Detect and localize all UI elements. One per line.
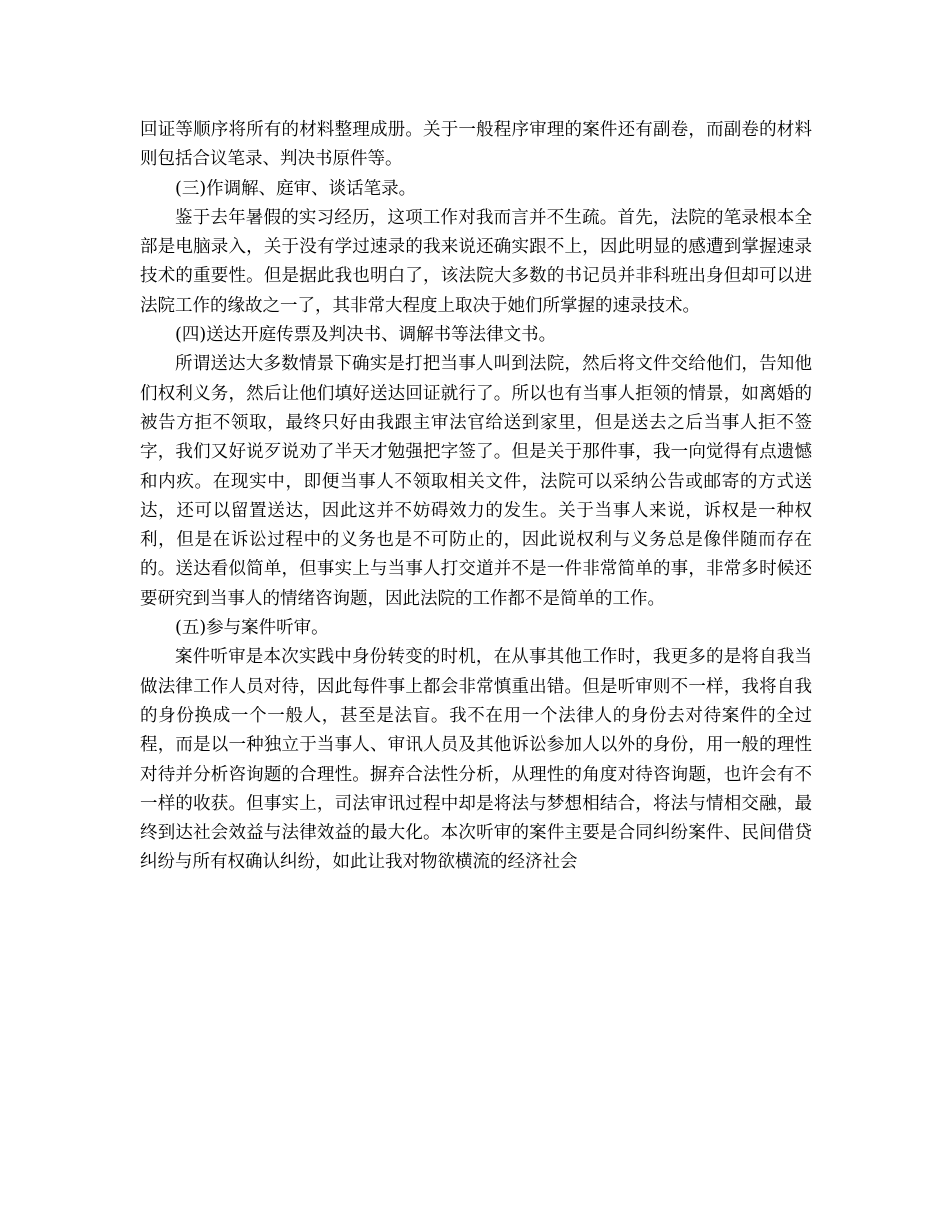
paragraph: 鉴于去年暑假的实习经历，这项工作对我而言并不生疏。首先，法院的笔录根本全部是电脑录入，关于没有学过速录的我来说还确实跟不上，因此明显的感遭到掌握速录技术的重要性。但是据此我也明白了，该法院大多数的书记员并非科班出身但却可以进法院工作的缘故之一了，其非常大程度上取决于她们所掌握的速录技术。 [140, 207, 812, 316]
section-heading: (三)作调解、庭审、谈话笔录。 [175, 178, 417, 199]
document-body [140, 116, 812, 878]
section-heading: (五)参与案件听审。 [175, 618, 329, 639]
paragraph: 回证等顺序将所有的材料整理成册。关于一般程序审理的案件还有副卷，而副卷的材料则包括合议笔录、判决书原件等。 [140, 120, 812, 170]
section-heading: (四)送达开庭传票及判决书、调解书等法律文书。 [175, 325, 557, 346]
paragraph: 所谓送达大多数情景下确实是打把当事人叫到法院，然后将文件交给他们，告知他们权利义务，然后让他们填好送达回证就行了。所以也有当事人拒领的情景，如离婚的被告方拒不领取，最终只好由我跟主审法官给送到家里，但是送去之后当事人拒不签字，我们又好说歹说劝了半天才勉强把字签了。但是关于那件事，我一向觉得有点遗憾和内疚。在现实中，即便当事人不领取相关文件，法院可以采纳公告或邮寄的方式送达，还可以留置送达，因此这并不妨碍效力的发生。关于当事人来说，诉权是一种权利，但是在诉讼过程中的义务也是不可防止的，因此说权利与义务总是像伴随而存在的。送达看似简单，但事实上与当事人打交道并不是一件非常简单的事，非常多时候还要研究到当事人的情绪咨询题，因此法院的工作都不是简单的工作。 [140, 354, 812, 609]
paragraph: 案件听审是本次实践中身份转变的时机，在从事其他工作时，我更多的是将自我当做法律工作人员对待，因此每件事上都会非常慎重出错。但是听审则不一样，我将自我的身份换成一个一般人，甚至是法盲。我不在用一个法律人的身份去对待案件的全过程，而是以一种独立于当事人、审讯人员及其他诉讼参加人以外的身份，用一般的理性对待并分析咨询题的合理性。摒弃合法性分析，从理性的角度对待咨询题，也许会有不一样的收获。但事实上，司法审讯过程中却是将法与梦想相结合，将法与情相交融，最终到达社会效益与法律效益的最大化。本次听审的案件主要是合同纠纷案件、民间借贷纠纷与所有权确认纠纷，如此让我对物欲横流的经济社会 [140, 647, 812, 873]
